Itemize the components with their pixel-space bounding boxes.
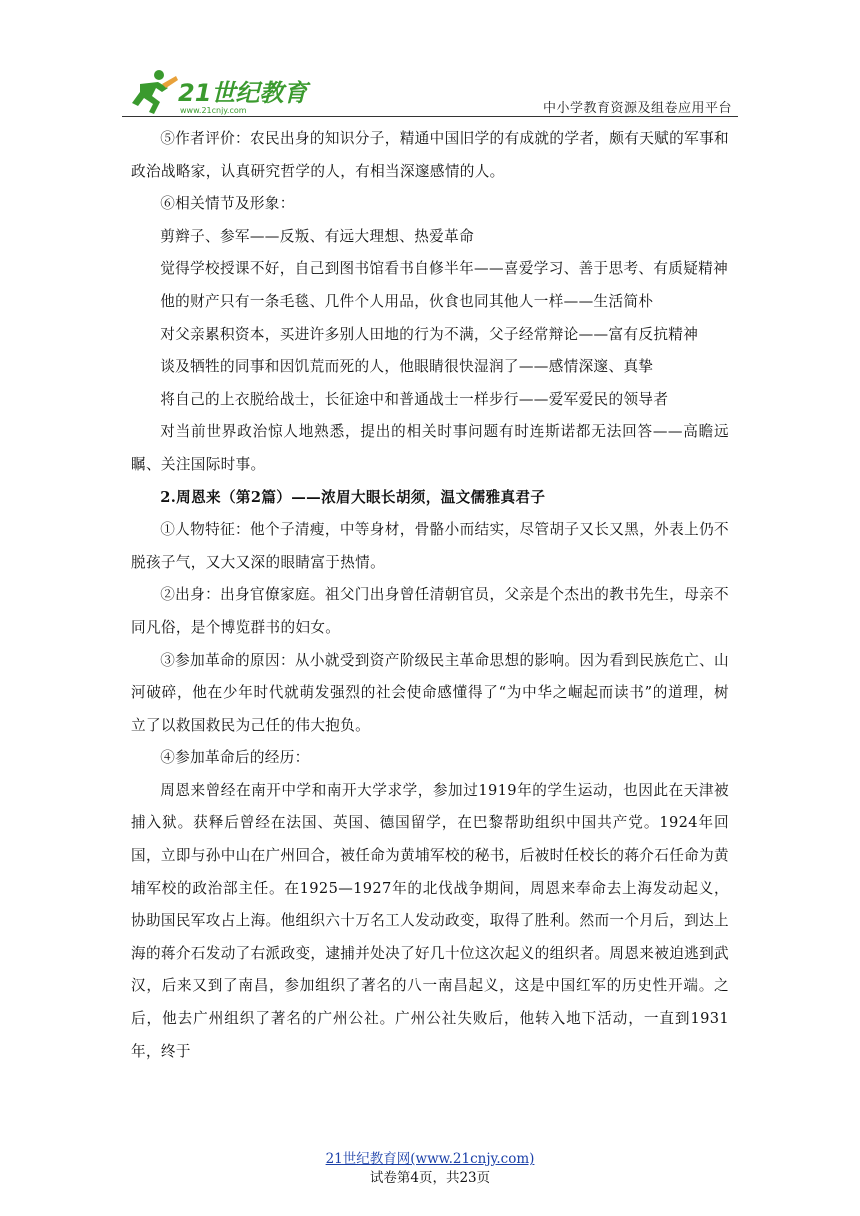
- paragraph: 剪辫子、参军——反叛、有远大理想、热爱革命: [160, 227, 475, 245]
- paragraph: 觉得学校授课不好，自己到图书馆看书自修半年——喜爱学习、善于思考、有质疑精神: [160, 260, 729, 278]
- page-number: 试卷第4页，共23页: [369, 1170, 491, 1186]
- platform-label: 中小学教育资源及组卷应用平台: [542, 101, 732, 116]
- paragraph: ③参加革命的原因：从小就受到资产阶级民主革命思想的影响。因为看到民族危亡、山河破碎，他在少年时代就萌发强烈的社会使命感懂得了“为中华之崛起而读书”的道理，树立了以救国救民为己任的伟大抱负。: [131, 651, 729, 734]
- paragraph: 谈及牺牲的同事和因饥荒而死的人，他眼睛很快湿润了——感情深邃、真挚: [160, 358, 654, 376]
- paragraph: ②出身：出身官僚家庭。祖父门出身曾任清朝官员，父亲是个杰出的教书先生，母亲不同凡俗，是个博览群书的妇女。: [131, 586, 729, 636]
- header-divider: [122, 116, 738, 117]
- logo: [128, 66, 318, 118]
- paragraph: 对当前世界政治惊人地熟悉，提出的相关时事问题有时连斯诺都无法回答——高瞻远瞩、关注国际时事。: [131, 423, 729, 473]
- paragraph: 对父亲累积资本，买进许多别人田地的行为不满，父子经常辩论——富有反抗精神: [160, 325, 699, 343]
- paragraph: 周恩来曾经在南开中学和南开大学求学，参加过1919年的学生运动，也因此在天津被捕入狱。获释后曾经在法国、英国、德国留学，在巴黎帮助组织中国共产党。1924年回国，立即与孙中山在广州回合，被任命为黄埔军校的秘书，后被时任校长的蒋介石任命为黄埔军校的政治部主任。在1925—1927年的北伐战争期间，周恩来奉命去上海发动起义，协助国民军攻占上海。他组织六十万名工人发动政变，取得了胜利。然而一个月后，到达上海的蒋介石发动了右派政变，逮捕并处决了好几十位这次起义的组织者。周恩来被迫逃到武汉，后来又到了南昌，参加组织了著名的八一南昌起义，这是中国红军的历史性开端。之后，他去广州组织了著名的广州公社。广州公社失败后，他转入地下活动，一直到1931年，终于: [131, 781, 729, 1060]
- runner-logo-icon: [128, 66, 318, 118]
- paragraph: ④参加革命后的经历：: [160, 749, 310, 767]
- paragraph: ⑤作者评价：农民出身的知识分子，精通中国旧学的有成就的学者，颇有天赋的军事和政治战略家，认真研究哲学的人，有相当深邃感情的人。: [131, 130, 729, 180]
- footer-site-link[interactable]: 21世纪教育网(www.21cnjy.com): [325, 1151, 535, 1167]
- article-body: [131, 123, 729, 1068]
- paragraph: ⑥相关情节及形象：: [160, 195, 295, 213]
- logo-url: www.21cnjy.com: [180, 106, 247, 115]
- page-header: [122, 66, 738, 122]
- paragraph: 他的财产只有一条毛毯、几件个人用品，伙食也同其他人一样——生活简朴: [160, 292, 654, 310]
- paragraph: ①人物特征：他个子清瘦，中等身材，骨骼小而结实，尽管胡子又长又黑，外表上仍不脱孩子气，又大又深的眼睛富于热情。: [131, 521, 729, 571]
- paragraph: 将自己的上衣脱给战士，长征途中和普通战士一样步行——爱军爱民的领导者: [160, 390, 669, 408]
- section-heading: 2.周恩来（第2篇）——浓眉大眼长胡须，温文儒雅真君子: [160, 488, 546, 506]
- logo-text: 21世纪教育: [178, 79, 308, 107]
